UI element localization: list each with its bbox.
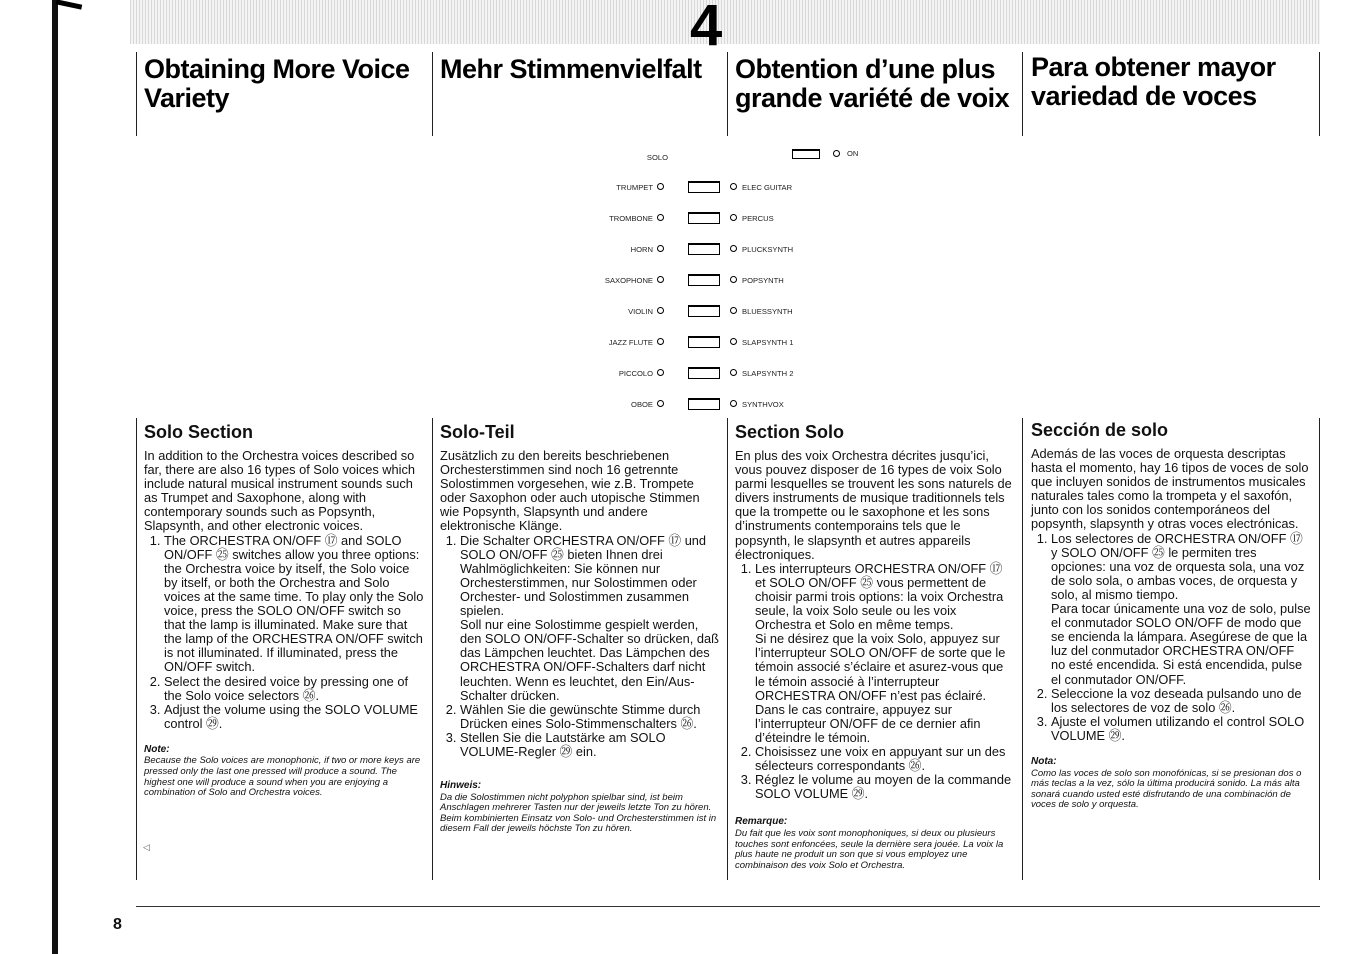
lamp-left-icon	[657, 400, 664, 407]
voice-selector-row	[560, 366, 900, 382]
lamp-left-icon	[657, 183, 664, 190]
step-es-1	[1051, 532, 1311, 687]
step-fr-1-text: Les interrupteurs ORCHESTRA ON/OFF ⑰ et SOLO ON/OFF ㉕ vous permettent de choisir parmi trois options: la voix Orchestra seule, la voix Solo seule ou les voix Orchestra et Solo en même temps.	[755, 560, 1004, 633]
divider-body-1	[136, 418, 137, 880]
step-fr-1-extra: Si ne désirez que la voix Solo, appuyez sur l’interrupteur SOLO ON/OFF de sorte que le témoin associé s’éclaire et asurez-vous que le témoin associé à l’interrupteur ORCHESTRA ON/OFF n’est pas éclairé. Dans le cas contraire, appuyez sur l’interrupteur ON/OFF de ce dernier afin d’éteindre le témoin.	[755, 631, 1006, 745]
note-heading-es: Nota:	[1031, 755, 1057, 767]
lamp-right-icon	[730, 307, 737, 314]
voice-selector-button[interactable]	[688, 181, 720, 193]
heading-fr: Section Solo	[735, 422, 845, 442]
step-es-3: 3. Ajuste el volumen utilizando el control SOLO VOLUME ㉙.	[1051, 715, 1311, 743]
voice-label-right: ELEC GUITAR	[742, 183, 793, 192]
lamp-left-icon	[657, 245, 664, 252]
voice-selector-row	[560, 273, 900, 289]
heading-en: Solo Section	[144, 422, 254, 442]
lamp-left-icon	[657, 214, 664, 221]
voice-label-left: OBOE	[631, 400, 653, 409]
lamp-left-icon	[657, 276, 664, 283]
step-de-1-extra: Soll nur eine Solostimme gespielt werden, den SOLO ON/OFF-Schalter so drücken, daß das Lämpchen leuchtet. Das Lämpchen des ORCHESTRA ON/OFF-Schalters darf nicht leuchten. Wenn es leuchtet, den Ein/Aus-Schalter drücken.	[460, 617, 719, 703]
divider-body-3	[727, 418, 728, 880]
section-es	[1031, 420, 1311, 811]
step-de-1	[460, 534, 720, 703]
step-en-1: 1. The ORCHESTRA ON/OFF ⑰ and SOLO ON/OFF ㉕ switches allow you three options: the Orchestra voice by itself, the Solo voice by itself, or both the Orchestra and Solo voices at the same time. To play only the Solo voice, press the SOLO ON/OFF switch so that the lamp is illuminated. Make sure that the lamp of the ORCHESTRA ON/OFF switch is not illuminated. If illuminated, press the ON/OFF switch.	[164, 534, 424, 675]
step-en-2: 2. Select the desired voice by pressing one of the Solo voice selectors ㉖.	[164, 675, 424, 703]
body-es	[1031, 447, 1311, 743]
small-mark-icon: ◁	[143, 842, 150, 852]
note-es	[1031, 757, 1311, 811]
note-heading-de: Hinweis:	[440, 780, 482, 792]
voice-selector-row	[560, 335, 900, 351]
lamp-right-icon	[730, 338, 737, 345]
note-fr	[735, 817, 1015, 871]
voice-label-right: SLAPSYNTH 2	[742, 369, 794, 378]
step-de-2: 2. Wählen Sie die gewünschte Stimme durch Drücken eines Solo-Stimmenschalters ㉖.	[460, 703, 720, 731]
voice-selector-row	[560, 211, 900, 227]
note-heading-en: Note:	[144, 743, 170, 755]
voice-label-left: VIOLIN	[628, 307, 653, 316]
heading-de: Solo-Teil	[440, 422, 515, 442]
voice-selector-button[interactable]	[688, 336, 720, 348]
step-es-1-extra: Para tocar únicamente una voz de solo, pulse el conmutador SOLO ON/OFF de modo que se encienda la lámpara. Asegúrese de que la luz del conmutador ORCHESTRA ON/OFF no esté encendida. Si está encendida, pulse el conmutador ON/OFF.	[1051, 601, 1311, 687]
title-fr: Obtention d’une plus grande variété de voix	[735, 54, 1010, 113]
top-band	[130, 0, 1320, 44]
voice-selector-button[interactable]	[688, 398, 720, 410]
divider-title-1	[136, 52, 137, 136]
divider-title-2	[432, 52, 433, 136]
voice-selector-row	[560, 242, 900, 258]
steps-es	[1031, 532, 1311, 743]
section-de	[440, 422, 720, 835]
note-text-es: Como las voces de solo son monofónicas, si se presionan dos o más teclas a la vez, sólo la última producirá sonido. La más alta sonará cuando usted esté disfrutando de una combinación de voces de solo y orquesta.	[1031, 767, 1302, 811]
section-fr	[735, 422, 1015, 871]
voice-selector-button[interactable]	[688, 212, 720, 224]
divider-title-5	[1319, 52, 1320, 136]
bottom-rule	[136, 906, 1320, 907]
solo-label: SOLO	[646, 153, 668, 162]
intro-en: In addition to the Orchestra voices described so far, there are also 16 types of Solo voices which include natural musical instrument sounds such as Trumpet and Saxophone, along with contemporary sounds such as Popsynth, Slapsynth, and other electronic voices.	[144, 448, 416, 534]
step-fr-3: 3. Réglez le volume au moyen de la commande SOLO VOLUME ㉙.	[755, 773, 1015, 801]
lamp-right-icon	[730, 214, 737, 221]
voice-selector-button[interactable]	[688, 367, 720, 379]
title-es: Para obtener mayor variedad de voces	[1031, 52, 1276, 111]
lamp-right-icon	[730, 400, 737, 407]
voice-selector-row	[560, 180, 900, 196]
step-es-1-text: Los selectores de ORCHESTRA ON/OFF ⑰ y SOLO ON/OFF ㉕ le permiten tres opciones: una voz de orquesta sola, una voz de solo sola, o ambas voces, de orquesta y solo, al mismo tiempo.	[1051, 530, 1305, 602]
step-fr-2: 2. Choisissez une voix en appuyant sur un des sélecteurs correspondants ㉖.	[755, 745, 1015, 773]
note-de	[440, 781, 720, 835]
lamp-left-icon	[657, 338, 664, 345]
solo-selector-diagram	[560, 140, 900, 420]
voice-selector-row	[560, 304, 900, 320]
step-de-1-text: Die Schalter ORCHESTRA ON/OFF ⑰ und SOLO ON/OFF ㉕ bieten Ihnen drei Wahlmöglichkeiten: Sie können nur Orchesterstimmen, nur Solostimmen oder Orchester- und Solostimmen zusammen spielen.	[460, 532, 707, 619]
note-text-fr: Du fait que les voix sont monophoniques, si deux ou plusieurs touches sont enfoncées, seule la dernière sera jouée. La voix la plus haute ne produit un son que si vous employez une combinaison des voix Solo et Orchestra.	[735, 827, 1004, 871]
chapter-number: 4	[690, 0, 723, 58]
note-heading-fr: Remarque:	[735, 816, 788, 828]
section-en	[144, 422, 424, 799]
body-fr	[735, 449, 1015, 801]
heading-es: Sección de solo	[1031, 420, 1169, 440]
note-en	[144, 745, 424, 799]
divider-body-2	[432, 418, 433, 880]
divider-body-4	[1022, 418, 1023, 880]
voice-label-right: BLUESSYNTH	[742, 307, 793, 316]
voice-label-left: PICCOLO	[618, 369, 653, 378]
on-label: ON	[847, 149, 859, 158]
voice-label-right: PLUCKSYNTH	[742, 245, 794, 254]
voice-label-left: HORN	[630, 245, 653, 254]
voice-selector-button[interactable]	[688, 274, 720, 286]
steps-de	[440, 534, 720, 760]
title-de: Mehr Stimmenvielfalt	[440, 54, 702, 84]
voice-selector-button[interactable]	[688, 243, 720, 255]
step-en-3: 3. Adjust the volume using the SOLO VOLUME control ㉙.	[164, 703, 424, 731]
solo-on-off-button[interactable]	[792, 149, 820, 159]
page-number: 8	[113, 916, 122, 933]
body-de	[440, 449, 720, 759]
voice-label-right: SYNTHVOX	[742, 400, 784, 409]
voice-selector-row	[560, 397, 900, 413]
steps-fr	[735, 562, 1015, 802]
voice-label-left: SAXOPHONE	[604, 276, 653, 285]
step-es-2: 2. Seleccione la voz deseada pulsando uno de los selectores de voz de solo ㉖.	[1051, 687, 1311, 715]
intro-fr: En plus des voix Orchestra décrites jusqu’ici, vous pouvez disposer de 16 types de voix Solo parmi lesquelles se trouvent les sons naturels de divers instruments de musique traditionnels tels que la trompette ou le saxophone et les sons d’instruments contemporains tels que le popsynth, le slapsynth et autres appareils électroniques.	[735, 448, 1012, 562]
divider-title-4	[1022, 52, 1023, 136]
step-de-3: 3. Stellen Sie die Lautstärke am SOLO VOLUME-Regler ㉙ ein.	[460, 731, 720, 759]
corner-mark	[56, 0, 82, 10]
diagram-solo-row	[560, 147, 900, 163]
title-en: Obtaining More Voice Variety	[144, 54, 410, 113]
voice-label-right: POPSYNTH	[742, 276, 784, 285]
binding-edge	[52, 0, 58, 954]
lamp-right-icon	[730, 276, 737, 283]
lamp-left-icon	[657, 369, 664, 376]
step-fr-1	[755, 562, 1015, 745]
lamp-right-icon	[730, 369, 737, 376]
lamp-left-icon	[657, 307, 664, 314]
divider-title-3	[727, 52, 728, 136]
note-text-de: Da die Solostimmen nicht polyphon spielbar sind, ist beim Anschlagen mehrerer Tasten nur der jeweils letzte Ton zu hören. Beim kombinierten Einsatz von Solo- und Orchesterstimmen ist in diesem Fall der jeweils höchste Ton zu hören.	[440, 791, 717, 835]
voice-label-right: PERCUS	[742, 214, 774, 223]
divider-body-5	[1319, 418, 1320, 880]
voice-label-right: SLAPSYNTH 1	[742, 338, 794, 347]
voice-selector-button[interactable]	[688, 305, 720, 317]
voice-label-left: TRUMPET	[616, 183, 653, 192]
solo-lamp-icon	[833, 150, 840, 157]
intro-es: Además de las voces de orquesta descriptas hasta el momento, hay 16 tipos de voces de solo que incluyen sonidos de instrumentos musicales naturales tales como la trompeta y el saxofón, junto con los sonidos contemporáneos del popsynth, slapsynth y otras voces electrónicas.	[1031, 446, 1309, 532]
intro-de: Zusätzlich zu den bereits beschriebenen Orchesterstimmen sind noch 16 getrennte Solostimmen vorgesehen, wie z.B. Trompete oder Saxophon oder auch utopische Stimmen wie Popsynth, Slapsynth und andere elektronische Klänge.	[440, 448, 700, 534]
lamp-right-icon	[730, 245, 737, 252]
note-text-en: Because the Solo voices are monophonic, if two or more keys are pressed only the last one pressed will produce a sound. The highest one will produce a sound when you are enjoying a combination of Solo and Orchestra voices.	[144, 755, 421, 799]
steps-en	[144, 534, 424, 731]
voice-label-left: JAZZ FLUTE	[608, 338, 653, 347]
voice-label-left: TROMBONE	[609, 214, 653, 223]
body-en	[144, 449, 424, 731]
lamp-right-icon	[730, 183, 737, 190]
